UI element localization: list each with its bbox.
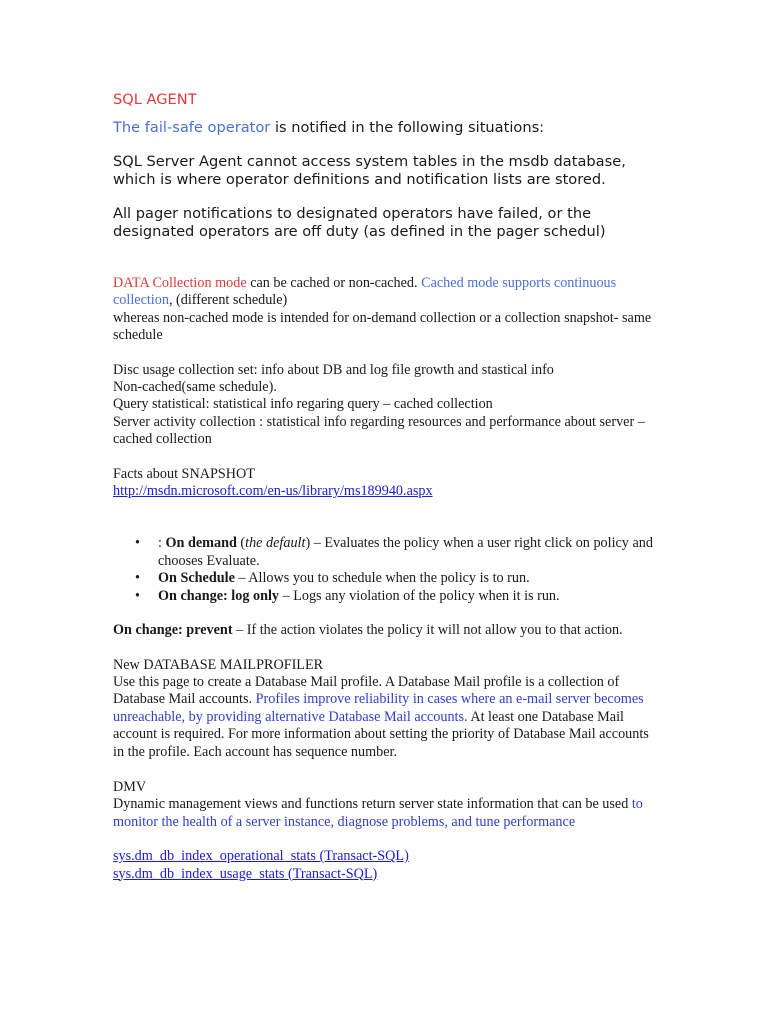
- bullet-icon: •: [135, 570, 140, 587]
- policy-modes-list: [113, 535, 658, 605]
- dmv-highlight: to monitor the health of a server instance, diagnose problems, and tune performance: [113, 796, 643, 830]
- data-collection-paragraph: [113, 275, 658, 310]
- on-change-log-description: – Logs any violation of the policy when it is run.: [279, 587, 560, 604]
- collection-sets-block: [113, 362, 658, 449]
- on-demand-default: the default: [245, 535, 306, 552]
- on-schedule-label: On Schedule: [158, 570, 235, 587]
- on-demand-label: On demand: [165, 535, 237, 552]
- on-demand-paren-open: (: [236, 535, 246, 552]
- mail-profile-highlight: Profiles improve reliability in cases where an e-mail server becomes unreachable, by providing alternative Database Mail accounts.: [113, 691, 644, 725]
- list-item: [113, 535, 658, 570]
- mail-profile-title: New DATABASE MAILPROFILER: [113, 656, 324, 673]
- on-change-prevent-paragraph: [113, 622, 658, 639]
- on-change-prevent-description: – If the action violates the policy it will not allow you to that action.: [232, 622, 623, 639]
- cached-mode-rest: , (different schedule): [168, 292, 288, 309]
- cached-mode-highlight: Cached mode supports continuous collection: [113, 275, 617, 309]
- sql-agent-heading: SQL AGENT: [113, 91, 197, 108]
- dmv-title: DMV: [113, 778, 147, 795]
- mail-profile-paragraph: [113, 674, 658, 761]
- dmv-paragraph: [113, 796, 658, 831]
- snapshot-title: Facts about SNAPSHOT: [113, 465, 255, 482]
- on-demand-prefix: :: [158, 535, 166, 552]
- operational-stats-link[interactable]: sys.dm_db_index_operational_stats (Transact-SQL): [113, 848, 409, 865]
- query-statistical-line: Query statistical: statistical info regaring query – cached collection: [113, 396, 493, 413]
- bullet-icon: •: [135, 535, 140, 552]
- sql-agent-section: [113, 91, 658, 241]
- situation-msdb: SQL Server Agent cannot access system tables in the msdb database, which is where operator definitions and notification lists are stored.: [113, 153, 626, 188]
- data-collection-mode-label: DATA Collection mode: [113, 275, 247, 291]
- on-change-log-label: On change: log only: [158, 587, 280, 604]
- disc-usage-line: Disc usage collection set: info about DB and log file growth and stastical info: [113, 361, 554, 378]
- on-change-prevent-label: On change: prevent: [113, 622, 233, 639]
- failsafe-paragraph: [113, 119, 658, 137]
- data-collection-mode-rest: can be cached or non-cached.: [246, 275, 422, 291]
- on-demand-paren-close: ): [305, 535, 311, 552]
- dmv-text: Dynamic management views and functions return server state information that can be used: [113, 796, 632, 813]
- failsafe-highlight: The fail-safe operator: [113, 119, 271, 136]
- snapshot-block: [113, 466, 658, 501]
- noncached-same-line: Non-cached(same schedule).: [113, 379, 277, 396]
- bullet-icon: •: [135, 587, 140, 604]
- mail-profile-block: [113, 657, 658, 761]
- document-page: [113, 88, 658, 883]
- mail-profile-text-2: At least one Database Mail account is required. For more information about setting the priority of Database Mail accounts in the profile. Each account has sequence number.: [113, 708, 649, 760]
- on-schedule-description: – Allows you to schedule when the policy is to run.: [234, 570, 530, 587]
- list-item: [113, 588, 658, 605]
- noncached-mode-line: whereas non-cached mode is intended for on-demand collection or a collection snapshot- same schedule: [113, 309, 652, 344]
- data-collection-block: [113, 275, 658, 345]
- failsafe-rest: is notified in the following situations:: [270, 119, 545, 136]
- dmv-block: [113, 779, 658, 831]
- on-demand-description: – Evaluates the policy when a user right click on policy and chooses Evaluate.: [158, 535, 653, 569]
- situation-pager: All pager notifications to designated operators have failed, or the designated operators are off duty (as defined in the pager schedul): [113, 205, 606, 240]
- usage-stats-link[interactable]: sys.dm_db_index_usage_stats (Transact-SQL): [113, 865, 378, 882]
- dmv-links-block: [113, 848, 658, 883]
- mail-profile-text-1: Use this page to create a Database Mail profile. A Database Mail profile is a collection of Database Mail accounts.: [113, 673, 620, 708]
- server-activity-line: Server activity collection : statistical info regarding resources and performance about server – cached collection: [113, 413, 645, 448]
- notes-section: [113, 275, 658, 883]
- snapshot-link[interactable]: http://msdn.microsoft.com/en-us/library/ms189940.aspx: [113, 483, 433, 500]
- list-item: [113, 570, 658, 587]
